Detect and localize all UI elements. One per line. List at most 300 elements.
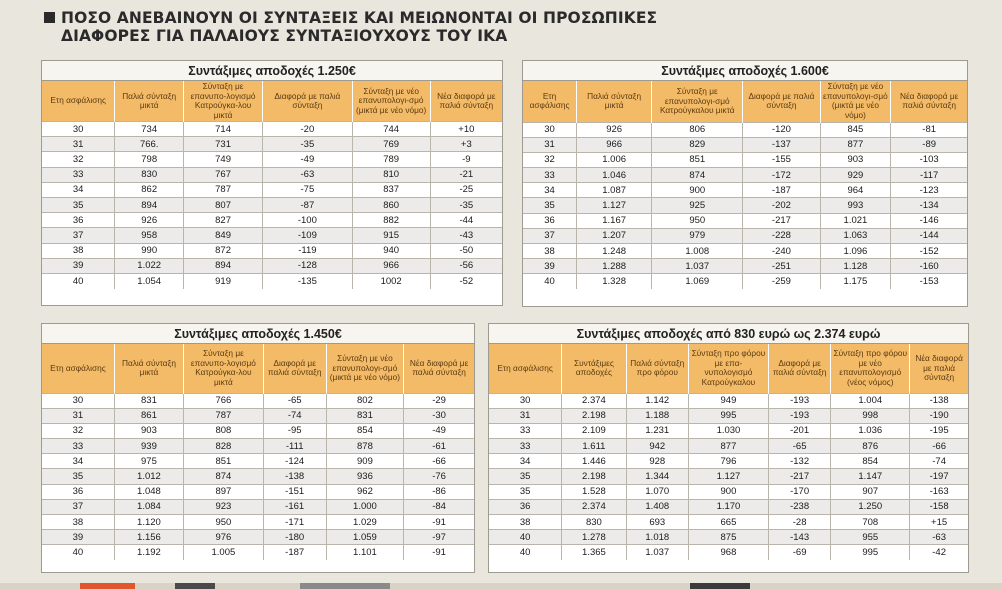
column-header: Νέα διαφορά με παλιά σύνταξη bbox=[430, 81, 502, 122]
table-cell: -74 bbox=[263, 408, 326, 423]
table-row bbox=[42, 499, 474, 514]
table-1250 bbox=[41, 60, 503, 306]
table-cell: 861 bbox=[114, 408, 183, 423]
table-cell: 30 bbox=[42, 393, 114, 408]
table-cell: 1.037 bbox=[626, 545, 688, 560]
table-830-2374 bbox=[488, 323, 969, 573]
table-cell: -86 bbox=[404, 484, 474, 499]
table-cell: 31 bbox=[489, 408, 562, 423]
column-header: Παλιά σύνταξη μικτά bbox=[577, 81, 652, 122]
table-cell: 1.175 bbox=[820, 274, 891, 289]
table-cell: 36 bbox=[42, 213, 115, 228]
table-row bbox=[42, 243, 502, 258]
table-cell: -91 bbox=[404, 545, 474, 560]
table-cell: -65 bbox=[263, 393, 326, 408]
table-row bbox=[523, 259, 967, 274]
table-cell: -49 bbox=[404, 423, 474, 438]
table-cell: -25 bbox=[430, 182, 502, 197]
table-row bbox=[42, 122, 502, 137]
table-cell: 40 bbox=[489, 545, 562, 560]
table-row bbox=[42, 228, 502, 243]
table-cell: -63 bbox=[263, 167, 353, 182]
table-cell: -29 bbox=[404, 393, 474, 408]
table-cell: -97 bbox=[404, 530, 474, 545]
table-cell: -109 bbox=[263, 228, 353, 243]
column-header: Συντάξιμες αποδοχές bbox=[562, 344, 626, 393]
table-cell: 32 bbox=[523, 152, 577, 167]
table-cell: -84 bbox=[404, 499, 474, 514]
table-cell: 979 bbox=[652, 228, 743, 243]
table-cell: -134 bbox=[891, 198, 967, 213]
table-cell: 875 bbox=[688, 530, 768, 545]
table-row bbox=[523, 122, 967, 137]
table-cell: 807 bbox=[184, 197, 263, 212]
table-cell: -65 bbox=[768, 439, 830, 454]
table-row bbox=[42, 273, 502, 288]
table-cell: 789 bbox=[352, 152, 430, 167]
table-cell: -138 bbox=[910, 393, 968, 408]
table-cell: 31 bbox=[42, 408, 114, 423]
table-cell: -9 bbox=[430, 152, 502, 167]
table-cell: 900 bbox=[652, 183, 743, 198]
table-row bbox=[42, 182, 502, 197]
table-cell: 34 bbox=[42, 454, 114, 469]
table-cell: 34 bbox=[523, 183, 577, 198]
table-row bbox=[489, 423, 968, 438]
table-cell: -76 bbox=[404, 469, 474, 484]
table-cell: 744 bbox=[352, 122, 430, 137]
table-cell: 708 bbox=[831, 515, 910, 530]
headline-line-1: ΠΟΣΟ ΑΝΕΒΑΙΝΟΥΝ ΟΙ ΣΥΝΤΑΞΕΙΣ ΚΑΙ ΜΕΙΩΝΟΝΤΑΙ ΟΙ ΠΡΟΣΩΠΙΚΕΣ bbox=[61, 9, 658, 27]
table-row bbox=[42, 152, 502, 167]
table-cell: 830 bbox=[115, 167, 184, 182]
table-cell: 2.374 bbox=[562, 393, 626, 408]
table-cell: 975 bbox=[114, 454, 183, 469]
column-header: Σύνταξη με επανυπολογι-σμό Κατρούγκαλου μικτά bbox=[652, 81, 743, 122]
table-cell: 38 bbox=[42, 243, 115, 258]
table-cell: 928 bbox=[626, 454, 688, 469]
headline bbox=[44, 9, 944, 45]
table-cell: 966 bbox=[577, 137, 652, 152]
table-cell: 1.005 bbox=[184, 545, 264, 560]
table-cell: 33 bbox=[42, 439, 114, 454]
table-cell: 802 bbox=[326, 393, 404, 408]
table-cell: 798 bbox=[115, 152, 184, 167]
column-header: Παλιά σύνταξη προ φόρου bbox=[626, 344, 688, 393]
table-cell: 854 bbox=[326, 423, 404, 438]
table-cell: 39 bbox=[523, 259, 577, 274]
table-row bbox=[42, 423, 474, 438]
table-cell: 976 bbox=[184, 530, 264, 545]
table-cell: +10 bbox=[430, 122, 502, 137]
table-cell: 1.127 bbox=[577, 198, 652, 213]
table-cell: 854 bbox=[831, 454, 910, 469]
column-header: Ετη ασφάλισης bbox=[42, 344, 114, 393]
table-cell: 749 bbox=[184, 152, 263, 167]
table-cell: 966 bbox=[352, 258, 430, 273]
table-cell: -44 bbox=[430, 213, 502, 228]
table-cell: 942 bbox=[626, 439, 688, 454]
table-cell: 1.192 bbox=[114, 545, 183, 560]
column-header: Σύνταξη με νέο επανυπολογι-σμό (μικτά με νέο νόμο) bbox=[820, 81, 891, 122]
table-cell: 1.250 bbox=[831, 499, 910, 514]
table-cell: 1.030 bbox=[688, 423, 768, 438]
table-cell: -75 bbox=[263, 182, 353, 197]
table-row bbox=[489, 545, 968, 560]
table-cell: -202 bbox=[743, 198, 820, 213]
table-row bbox=[523, 274, 967, 289]
table-row bbox=[489, 439, 968, 454]
table-cell: 923 bbox=[184, 499, 264, 514]
table-cell: 955 bbox=[831, 530, 910, 545]
table-cell: 940 bbox=[352, 243, 430, 258]
table-cell: 1.365 bbox=[562, 545, 626, 560]
table-cell: 1.101 bbox=[326, 545, 404, 560]
table-cell: 926 bbox=[577, 122, 652, 137]
table-cell: 993 bbox=[820, 198, 891, 213]
table-cell: 30 bbox=[489, 393, 562, 408]
table-cell: 962 bbox=[326, 484, 404, 499]
column-header: Παλιά σύνταξη μικτά bbox=[114, 344, 183, 393]
table-cell: 40 bbox=[42, 273, 115, 288]
table-cell: 40 bbox=[42, 545, 114, 560]
table-cell: 38 bbox=[42, 515, 114, 530]
table-cell: -217 bbox=[768, 469, 830, 484]
table-cell: 1.288 bbox=[577, 259, 652, 274]
table-cell: 964 bbox=[820, 183, 891, 198]
table-row bbox=[42, 408, 474, 423]
table-cell: 900 bbox=[688, 484, 768, 499]
table-cell: 2.109 bbox=[562, 423, 626, 438]
table-cell: -195 bbox=[910, 423, 968, 438]
table-cell: 877 bbox=[688, 439, 768, 454]
table-cell: 1002 bbox=[352, 273, 430, 288]
table-cell: 787 bbox=[184, 182, 263, 197]
table-cell: 1.012 bbox=[114, 469, 183, 484]
table-cell: 1.127 bbox=[688, 469, 768, 484]
table-cell: 40 bbox=[489, 530, 562, 545]
table-cell: 33 bbox=[523, 168, 577, 183]
column-header: Ετη ασφάλισης bbox=[42, 81, 115, 122]
table-cell: -146 bbox=[891, 213, 967, 228]
table-cell: 35 bbox=[489, 469, 562, 484]
table-cell: -187 bbox=[743, 183, 820, 198]
table-cell: 903 bbox=[820, 152, 891, 167]
table-cell: 1.611 bbox=[562, 439, 626, 454]
table-row bbox=[523, 137, 967, 152]
table-cell: -132 bbox=[768, 454, 830, 469]
table-cell: 1.248 bbox=[577, 244, 652, 259]
table-1450 bbox=[41, 323, 475, 573]
header-row bbox=[42, 344, 474, 393]
table-row bbox=[523, 168, 967, 183]
data-table bbox=[523, 81, 967, 289]
column-header: Διαφορά με παλιά σύνταξη bbox=[263, 344, 326, 393]
table-cell: 36 bbox=[489, 499, 562, 514]
column-header: Παλιά σύνταξη μικτά bbox=[115, 81, 184, 122]
table-cell: -135 bbox=[263, 273, 353, 288]
table-cell: -161 bbox=[263, 499, 326, 514]
table-cell: 1.142 bbox=[626, 393, 688, 408]
table-cell: -49 bbox=[263, 152, 353, 167]
table-cell: 1.328 bbox=[577, 274, 652, 289]
table-row bbox=[523, 152, 967, 167]
table-cell: 998 bbox=[831, 408, 910, 423]
table-row bbox=[42, 167, 502, 182]
table-cell: 1.087 bbox=[577, 183, 652, 198]
table-cell: 35 bbox=[489, 484, 562, 499]
table-cell: -66 bbox=[910, 439, 968, 454]
table-cell: -138 bbox=[263, 469, 326, 484]
table-cell: 1.446 bbox=[562, 454, 626, 469]
table-cell: -172 bbox=[743, 168, 820, 183]
table-cell: 769 bbox=[352, 137, 430, 152]
table-cell: 995 bbox=[831, 545, 910, 560]
table-cell: 33 bbox=[489, 439, 562, 454]
table-cell: -259 bbox=[743, 274, 820, 289]
column-header: Ετη ασφάλισης bbox=[489, 344, 562, 393]
table-cell: 830 bbox=[562, 515, 626, 530]
table-cell: -111 bbox=[263, 439, 326, 454]
table-row bbox=[42, 454, 474, 469]
table-cell: 876 bbox=[831, 439, 910, 454]
table-cell: 806 bbox=[652, 122, 743, 137]
table-title: Συντάξιμες αποδοχές 1.600€ bbox=[523, 61, 967, 81]
table-cell: 1.188 bbox=[626, 408, 688, 423]
table-cell: 34 bbox=[42, 182, 115, 197]
table-cell: 1.063 bbox=[820, 228, 891, 243]
table-row bbox=[42, 515, 474, 530]
table-cell: -143 bbox=[768, 530, 830, 545]
table-cell: 831 bbox=[326, 408, 404, 423]
table-cell: 845 bbox=[820, 122, 891, 137]
table-cell: 37 bbox=[523, 228, 577, 243]
table-cell: 36 bbox=[523, 213, 577, 228]
table-row bbox=[42, 197, 502, 212]
column-header: Σύνταξη με επανυπο-λογισμό Κατρούγκα-λου μικτά bbox=[184, 344, 264, 393]
table-cell: 808 bbox=[184, 423, 264, 438]
table-cell: -137 bbox=[743, 137, 820, 152]
table-cell: -128 bbox=[263, 258, 353, 273]
table-cell: -193 bbox=[768, 393, 830, 408]
table-cell: 1.278 bbox=[562, 530, 626, 545]
table-cell: -251 bbox=[743, 259, 820, 274]
table-cell: -61 bbox=[404, 439, 474, 454]
table-cell: -69 bbox=[768, 545, 830, 560]
table-cell: 31 bbox=[42, 137, 115, 152]
header-row bbox=[489, 344, 968, 393]
table-cell: 1.147 bbox=[831, 469, 910, 484]
table-cell: 1.046 bbox=[577, 168, 652, 183]
table-cell: 1.207 bbox=[577, 228, 652, 243]
table-cell: 31 bbox=[523, 137, 577, 152]
table-row bbox=[42, 530, 474, 545]
data-table bbox=[42, 344, 474, 560]
bullet-square-icon bbox=[44, 12, 55, 23]
table-cell: -120 bbox=[743, 122, 820, 137]
table-row bbox=[523, 213, 967, 228]
table-cell: 831 bbox=[114, 393, 183, 408]
table-row bbox=[42, 213, 502, 228]
table-cell: -170 bbox=[768, 484, 830, 499]
table-cell: -171 bbox=[263, 515, 326, 530]
table-title: Συντάξιμες αποδοχές 1.450€ bbox=[42, 324, 474, 344]
table-row bbox=[489, 530, 968, 545]
table-cell: +3 bbox=[430, 137, 502, 152]
table-cell: 38 bbox=[523, 244, 577, 259]
table-cell: -240 bbox=[743, 244, 820, 259]
table-cell: -144 bbox=[891, 228, 967, 243]
table-cell: 1.408 bbox=[626, 499, 688, 514]
table-cell: 1.021 bbox=[820, 213, 891, 228]
table-cell: 915 bbox=[352, 228, 430, 243]
table-cell: -20 bbox=[263, 122, 353, 137]
table-cell: 1.167 bbox=[577, 213, 652, 228]
column-header: Διαφορά με παλιά σύνταξη bbox=[263, 81, 353, 122]
data-table bbox=[489, 344, 968, 560]
table-cell: 32 bbox=[42, 152, 115, 167]
table-row bbox=[42, 137, 502, 152]
table-cell: -74 bbox=[910, 454, 968, 469]
table-cell: 949 bbox=[688, 393, 768, 408]
column-header: Νέα διαφορά με παλιά σύνταξη bbox=[891, 81, 967, 122]
table-cell: 37 bbox=[42, 499, 114, 514]
table-cell: -123 bbox=[891, 183, 967, 198]
table-cell: -35 bbox=[430, 197, 502, 212]
table-row bbox=[523, 198, 967, 213]
table-row bbox=[489, 393, 968, 408]
table-cell: 1.022 bbox=[115, 258, 184, 273]
table-cell: -228 bbox=[743, 228, 820, 243]
table-cell: -180 bbox=[263, 530, 326, 545]
table-cell: 1.120 bbox=[114, 515, 183, 530]
table-cell: 829 bbox=[652, 137, 743, 152]
table-cell: 894 bbox=[115, 197, 184, 212]
table-cell: -50 bbox=[430, 243, 502, 258]
table-cell: -197 bbox=[910, 469, 968, 484]
table-cell: 894 bbox=[184, 258, 263, 273]
table-cell: -153 bbox=[891, 274, 967, 289]
table-cell: 1.096 bbox=[820, 244, 891, 259]
table-cell: 939 bbox=[114, 439, 183, 454]
table-cell: 862 bbox=[115, 182, 184, 197]
table-1600 bbox=[522, 60, 968, 307]
table-cell: 34 bbox=[489, 454, 562, 469]
table-cell: -21 bbox=[430, 167, 502, 182]
table-cell: 1.156 bbox=[114, 530, 183, 545]
table-cell: -43 bbox=[430, 228, 502, 243]
table-cell: -190 bbox=[910, 408, 968, 423]
table-cell: 851 bbox=[652, 152, 743, 167]
table-cell: -89 bbox=[891, 137, 967, 152]
table-cell: 1.070 bbox=[626, 484, 688, 499]
column-header: Σύνταξη προ φόρου με επα-νυπολογισμό Κατρούγκαλου bbox=[688, 344, 768, 393]
table-cell: -187 bbox=[263, 545, 326, 560]
table-cell: -158 bbox=[910, 499, 968, 514]
table-cell: 1.128 bbox=[820, 259, 891, 274]
table-cell: -201 bbox=[768, 423, 830, 438]
table-cell: 1.054 bbox=[115, 273, 184, 288]
table-cell: 35 bbox=[42, 197, 115, 212]
table-cell: 39 bbox=[42, 258, 115, 273]
table-cell: 714 bbox=[184, 122, 263, 137]
table-cell: 926 bbox=[115, 213, 184, 228]
table-cell: -117 bbox=[891, 168, 967, 183]
table-cell: 39 bbox=[42, 530, 114, 545]
table-cell: -152 bbox=[891, 244, 967, 259]
column-header: Σύνταξη με νέο επανυπολογι-σμό (μικτά με νέο νόμο) bbox=[326, 344, 404, 393]
table-row bbox=[42, 439, 474, 454]
table-cell: -238 bbox=[768, 499, 830, 514]
column-header: Σύνταξη με επανυπο-λογισμό Κατρούγκα-λου μικτά bbox=[184, 81, 263, 122]
table-cell: 1.170 bbox=[688, 499, 768, 514]
table-row bbox=[42, 469, 474, 484]
table-cell: 828 bbox=[184, 439, 264, 454]
table-cell: 767 bbox=[184, 167, 263, 182]
table-cell: 874 bbox=[184, 469, 264, 484]
table-cell: 35 bbox=[523, 198, 577, 213]
table-cell: -30 bbox=[404, 408, 474, 423]
table-cell: -91 bbox=[404, 515, 474, 530]
table-cell: -160 bbox=[891, 259, 967, 274]
table-cell: 731 bbox=[184, 137, 263, 152]
table-cell: -35 bbox=[263, 137, 353, 152]
table-cell: 872 bbox=[184, 243, 263, 258]
table-cell: 1.008 bbox=[652, 244, 743, 259]
table-cell: 766 bbox=[184, 393, 264, 408]
table-cell: 849 bbox=[184, 228, 263, 243]
table-cell: 787 bbox=[184, 408, 264, 423]
table-row bbox=[489, 515, 968, 530]
header-row bbox=[523, 81, 967, 122]
table-cell: -56 bbox=[430, 258, 502, 273]
table-cell: 33 bbox=[489, 423, 562, 438]
table-cell: 1.231 bbox=[626, 423, 688, 438]
table-cell: 958 bbox=[115, 228, 184, 243]
table-cell: -119 bbox=[263, 243, 353, 258]
data-table bbox=[42, 81, 502, 289]
headline-line-2: ΔΙΑΦΟΡΕΣ ΓΙΑ ΠΑΛΑΙΟΥΣ ΣΥΝΤΑΞΙΟΥΧΟΥΣ ΤΟΥ ΙΚΑ bbox=[61, 27, 508, 45]
table-row bbox=[42, 484, 474, 499]
table-cell: 936 bbox=[326, 469, 404, 484]
table-cell: 851 bbox=[184, 454, 264, 469]
table-cell: 897 bbox=[184, 484, 264, 499]
table-title: Συντάξιμες αποδοχές 1.250€ bbox=[42, 61, 502, 81]
table-row bbox=[523, 183, 967, 198]
table-cell: -155 bbox=[743, 152, 820, 167]
table-cell: 909 bbox=[326, 454, 404, 469]
table-cell: 1.036 bbox=[831, 423, 910, 438]
table-cell: 796 bbox=[688, 454, 768, 469]
column-header: Σύνταξη με νέο επανυπολογι-σμό (μικτά με νέο νόμο) bbox=[352, 81, 430, 122]
table-cell: 968 bbox=[688, 545, 768, 560]
table-row bbox=[489, 454, 968, 469]
table-row bbox=[523, 228, 967, 243]
table-row bbox=[42, 258, 502, 273]
table-row bbox=[489, 499, 968, 514]
table-title: Συντάξιμες αποδοχές από 830 ευρώ ως 2.374 ευρώ bbox=[489, 324, 968, 344]
table-cell: 877 bbox=[820, 137, 891, 152]
table-cell: 33 bbox=[42, 167, 115, 182]
table-row bbox=[489, 469, 968, 484]
table-row bbox=[523, 244, 967, 259]
table-cell: 882 bbox=[352, 213, 430, 228]
table-cell: 837 bbox=[352, 182, 430, 197]
table-cell: 1.004 bbox=[831, 393, 910, 408]
table-cell: -124 bbox=[263, 454, 326, 469]
table-cell: -95 bbox=[263, 423, 326, 438]
header-row bbox=[42, 81, 502, 122]
